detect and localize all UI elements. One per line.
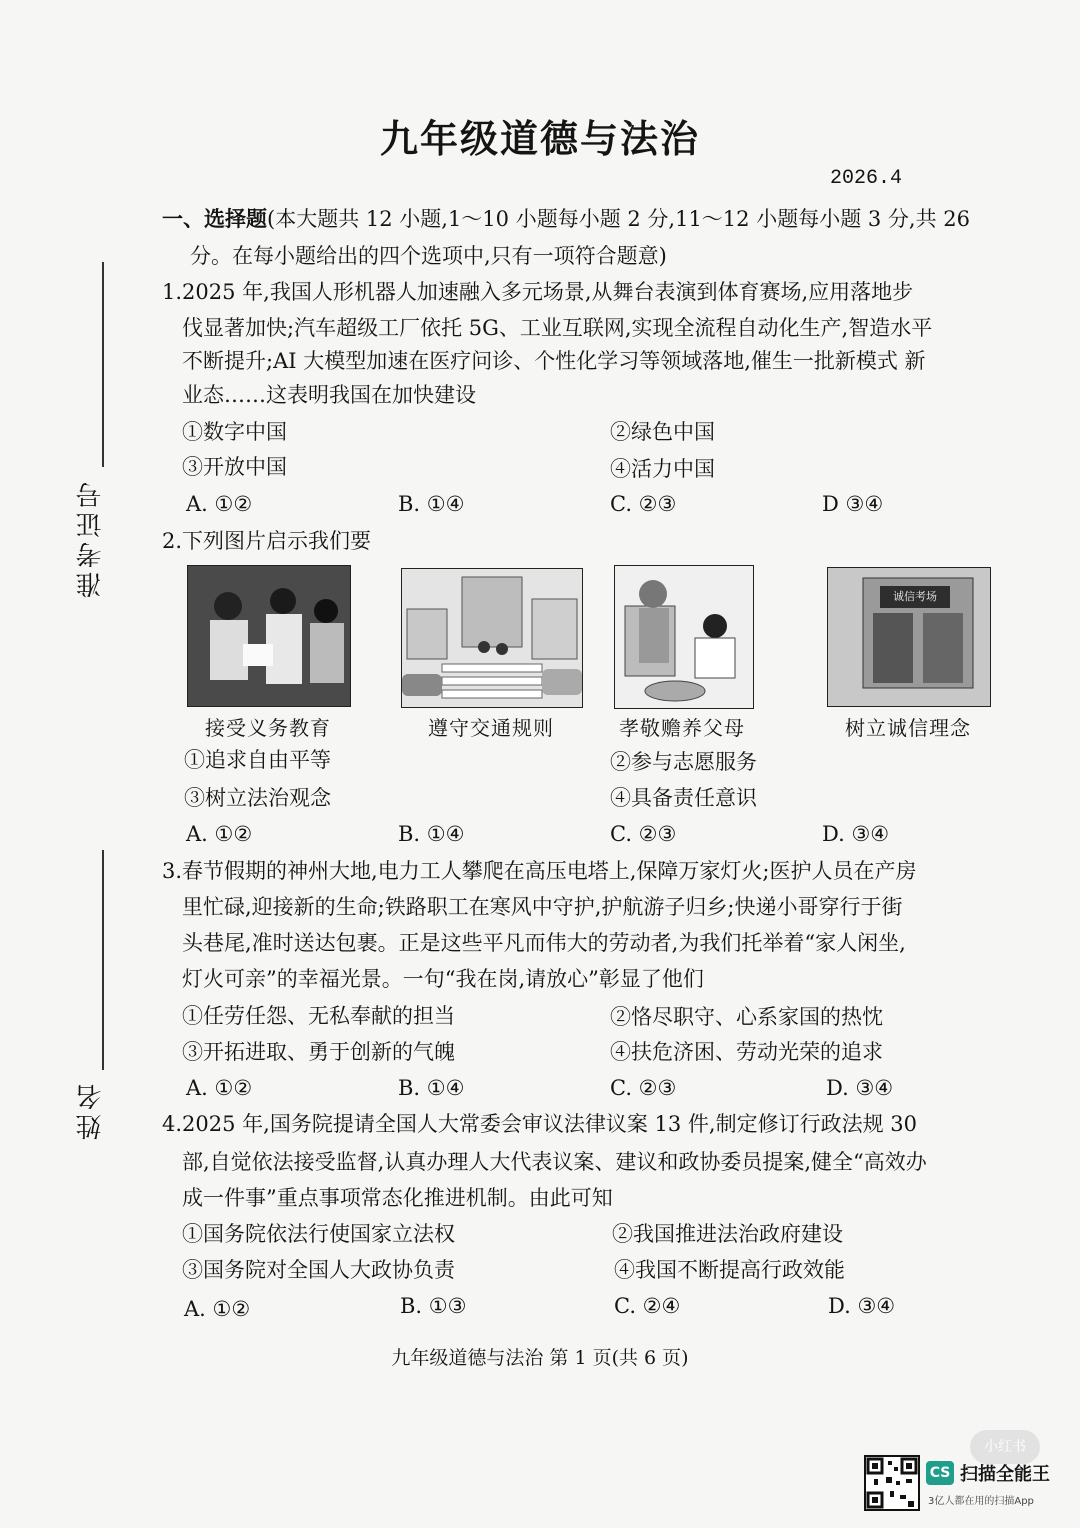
q3-answer-c: C. ②③ (610, 1076, 677, 1100)
q4-answer-c: C. ②④ (614, 1294, 681, 1318)
q3-answer-a: A. ①② (186, 1076, 253, 1100)
q4-option-2: ②我国推进法治政府建设 (612, 1222, 843, 1246)
q3-line-2: 里忙碌,迎接新的生命;铁路职工在寒风中守护,护航游子归乡;快递小哥穿行于街 (182, 895, 903, 919)
q1-answer-c: C. ②③ (610, 492, 677, 516)
q2-line-1: 2.下列图片启示我们要 (162, 529, 372, 553)
name-line (102, 850, 104, 1070)
section-heading (162, 205, 970, 233)
q3-line-3: 头巷尾,准时送达包裹。正是这些平凡而伟大的劳动者,为我们托举着“家人闲坐, (182, 931, 906, 955)
q2-answer-a: A. ①② (186, 822, 253, 846)
page-footer: 九年级道德与法治 第 1 页(共 6 页) (391, 1347, 689, 1369)
exam-id-line (102, 262, 104, 467)
q1-line-3: 不断提升;AI 大模型加速在医疗问诊、个性化学习等领域落地,催生一批新模式 新 (182, 349, 926, 373)
photo-filial-piety (614, 565, 754, 709)
q2-answer-c: C. ②③ (610, 822, 677, 846)
q3-line-1: 3.春节假期的神州大地,电力工人攀爬在高压电塔上,保障万家灯火;医护人员在产房 (162, 859, 917, 883)
q1-answer-d: D ③④ (822, 492, 884, 516)
photo-compulsory-education (187, 565, 351, 707)
name-label: 姓名 (76, 1080, 106, 1140)
q1-option-1: ①数字中国 (182, 420, 287, 444)
q4-answer-a: A. ①② (184, 1297, 251, 1321)
q2-option-4: ④具备责任意识 (610, 786, 757, 810)
integrity-sign: 诚信考场 (880, 586, 950, 608)
photo-integrity-exam (827, 567, 991, 707)
caption-compulsory-education: 接受义务教育 (205, 716, 331, 740)
q4-option-4: ④我国不断提高行政效能 (614, 1258, 845, 1282)
exam-date: 2026.4 (830, 167, 903, 190)
watermark-badge: 小红书 (970, 1430, 1040, 1464)
q4-line-2: 部,自觉依法接受监督,认真办理人大代表议案、建议和政协委员提案,健全“高效办 (182, 1150, 927, 1174)
q3-answer-b: B. ①④ (398, 1076, 465, 1100)
q2-option-3: ③树立法治观念 (184, 786, 331, 810)
q4-option-1: ①国务院依法行使国家立法权 (182, 1222, 455, 1246)
section-instructions-2: 分。在每小题给出的四个选项中,只有一项符合题意) (190, 244, 667, 268)
q4-answer-b: B. ①③ (400, 1294, 467, 1318)
q2-option-2: ②参与志愿服务 (610, 750, 757, 774)
caption-traffic-rules: 遵守交通规则 (428, 716, 554, 740)
q4-line-3: 成一件事”重点事项常态化推进机制。由此可知 (182, 1186, 613, 1210)
q3-answer-d: D. ③④ (826, 1076, 894, 1100)
q1-answer-a: A. ①② (186, 492, 253, 516)
caption-integrity: 树立诚信理念 (845, 716, 971, 740)
q1-line-1: 1.2025 年,我国人形机器人加速融入多元场景,从舞台表演到体育赛场,应用落地步 (162, 280, 914, 304)
q1-option-2: ②绿色中国 (610, 420, 715, 444)
q3-line-4: 灯火可亲”的幸福光景。一句“我在岗,请放心”彰显了他们 (182, 967, 704, 991)
exam-id-label: 准考证号 (76, 478, 106, 598)
q2-option-1: ①追求自由平等 (184, 748, 331, 772)
qr-code-icon (864, 1455, 920, 1511)
camscanner-slogan: 3亿人都在用的扫描App (928, 1496, 1034, 1507)
q1-answer-b: B. ①④ (398, 492, 465, 516)
q1-line-2: 伐显著加快;汽车超级工厂依托 5G、工业互联网,实现全流程自动化生产,智造水平 (182, 316, 933, 340)
q1-line-4: 业态……这表明我国在加快建设 (182, 383, 476, 407)
q3-option-3: ③开拓进取、勇于创新的气魄 (182, 1040, 455, 1064)
q1-option-3: ③开放中国 (182, 455, 287, 479)
q2-answer-d: D. ③④ (822, 822, 890, 846)
photo-traffic-rules (401, 568, 583, 708)
section-title: 一、选择题 (162, 206, 267, 231)
q2-answer-b: B. ①④ (398, 822, 465, 846)
q4-answer-d: D. ③④ (828, 1294, 896, 1318)
q1-option-4: ④活力中国 (610, 457, 715, 481)
q3-option-4: ④扶危济困、劳动光荣的追求 (610, 1040, 883, 1064)
section-instructions-1: (本大题共 12 小题,1～10 小题每小题 2 分,11～12 小题每小题 3 分,共 26 (267, 207, 970, 231)
q3-option-1: ①任劳任怨、无私奉献的担当 (182, 1004, 455, 1028)
page-title: 九年级道德与法治 (379, 117, 700, 161)
q4-option-3: ③国务院对全国人大政协负责 (182, 1258, 455, 1282)
camscanner-name: 扫描全能王 (960, 1464, 1050, 1485)
q4-line-1: 4.2025 年,国务院提请全国人大常委会审议法律议案 13 件,制定修订行政法规 30 (162, 1112, 917, 1136)
camscanner-logo-icon: CS (926, 1461, 954, 1485)
q3-option-2: ②恪尽职守、心系家国的热忱 (610, 1005, 883, 1029)
caption-filial-piety: 孝敬赡养父母 (619, 716, 745, 740)
